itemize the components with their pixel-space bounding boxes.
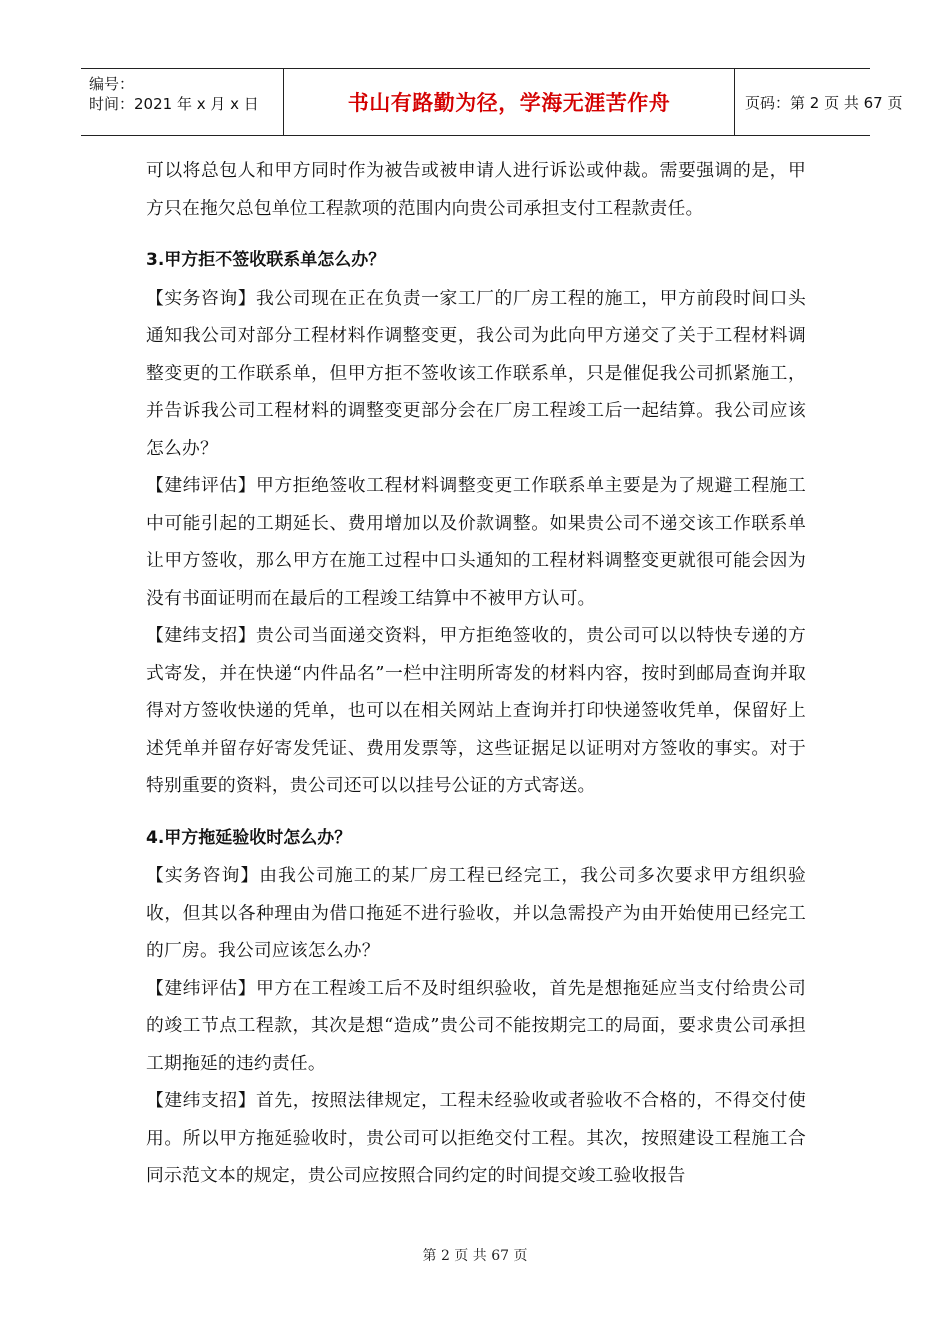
section-heading-3: 3.甲方拒不签收联系单怎么办？ — [146, 250, 386, 270]
paragraph-evaluation-4: 【建纬评估】甲方在工程竣工后不及时组织验收，首先是想拖延应当支付给贵公司的竣工节点工程款，其次是想“造成”贵公司不能按期完工的局面，要求贵公司承担工期拖延的违约责任。 — [146, 977, 806, 1074]
page-header — [81, 68, 903, 136]
document-body — [146, 152, 806, 1195]
paragraph-evaluation-3: 【建纬评估】甲方拒绝签收工程材料调整变更工作联系单主要是为了规避工程施工中可能引起的工期延长、费用增加以及价款调整。如果贵公司不递交该工作联系单让甲方签收，那么甲方在施工过程中口头通知的工程材料调整变更就很可能会因为没有书面证明而在最后的工程竣工结算中不被甲方认可。 — [146, 475, 806, 609]
paragraph-consult-3: 【实务咨询】我公司现在正在负责一家工厂的厂房工程的施工，甲方前段时间口头通知我公司对部分工程材料作调整变更，我公司为此向甲方递交了关于工程材料调整变更的工作联系单，但甲方拒不签收该工作联系单，只是催促我公司抓紧施工，并告诉我公司工程材料的调整变更部分会在厂房工程竣工后一起结算。我公司应该怎么办？ — [146, 287, 806, 459]
document-date: 时间：2021 年 x 月 x 日 — [89, 95, 259, 113]
paragraph-advice-4: 【建纬支招】首先，按照法律规定，工程未经验收或者验收不合格的，不得交付使用。所以甲方拖延验收时，贵公司可以拒绝交付工程。其次，按照建设工程施工合同示范文本的规定，贵公司应按照合同约定的时间提交竣工验收报告 — [146, 1090, 806, 1186]
page-footer: 第 2 页 共 67 页 — [422, 1248, 528, 1264]
header-motto-cell — [284, 69, 735, 135]
header-meta-cell — [81, 69, 284, 135]
section-heading-4: 4.甲方拖延验收时怎么办？ — [146, 827, 352, 848]
header-page-info: 页码：第 2 页 共 67 页 — [745, 93, 903, 112]
header-page-cell — [735, 69, 903, 135]
paragraph-advice-3: 【建纬支招】贵公司当面递交资料，甲方拒绝签收的，贵公司可以以特快专递的方式寄发，并在快递“内件品名”一栏中注明所寄发的材料内容，按时到邮局查询并取得对方签收快递的凭单，也可以在相关网站上查询并打印快递签收凭单，保留好上述凭单并留存好寄发凭证、费用发票等，这些证据足以证明对方签收的事实。对于特别重要的资料，贵公司还可以以挂号公证的方式寄送。 — [146, 625, 806, 796]
paragraph-continued: 可以将总包人和甲方同时作为被告或被申请人进行诉讼或仲裁。需要强调的是，甲方只在拖欠总包单位工程款项的范围内向贵公司承担支付工程款责任。 — [146, 160, 806, 219]
document-number-label: 编号： — [89, 75, 135, 93]
paragraph-consult-4: 【实务咨询】由我公司施工的某厂房工程已经完工，我公司多次要求甲方组织验收，但其以各种理由为借口拖延不进行验收，并以急需投产为由开始使用已经完工的厂房。我公司应该怎么办？ — [146, 865, 806, 961]
header-motto: 书山有路勤为径，学海无涯苦作舟 — [347, 91, 671, 115]
